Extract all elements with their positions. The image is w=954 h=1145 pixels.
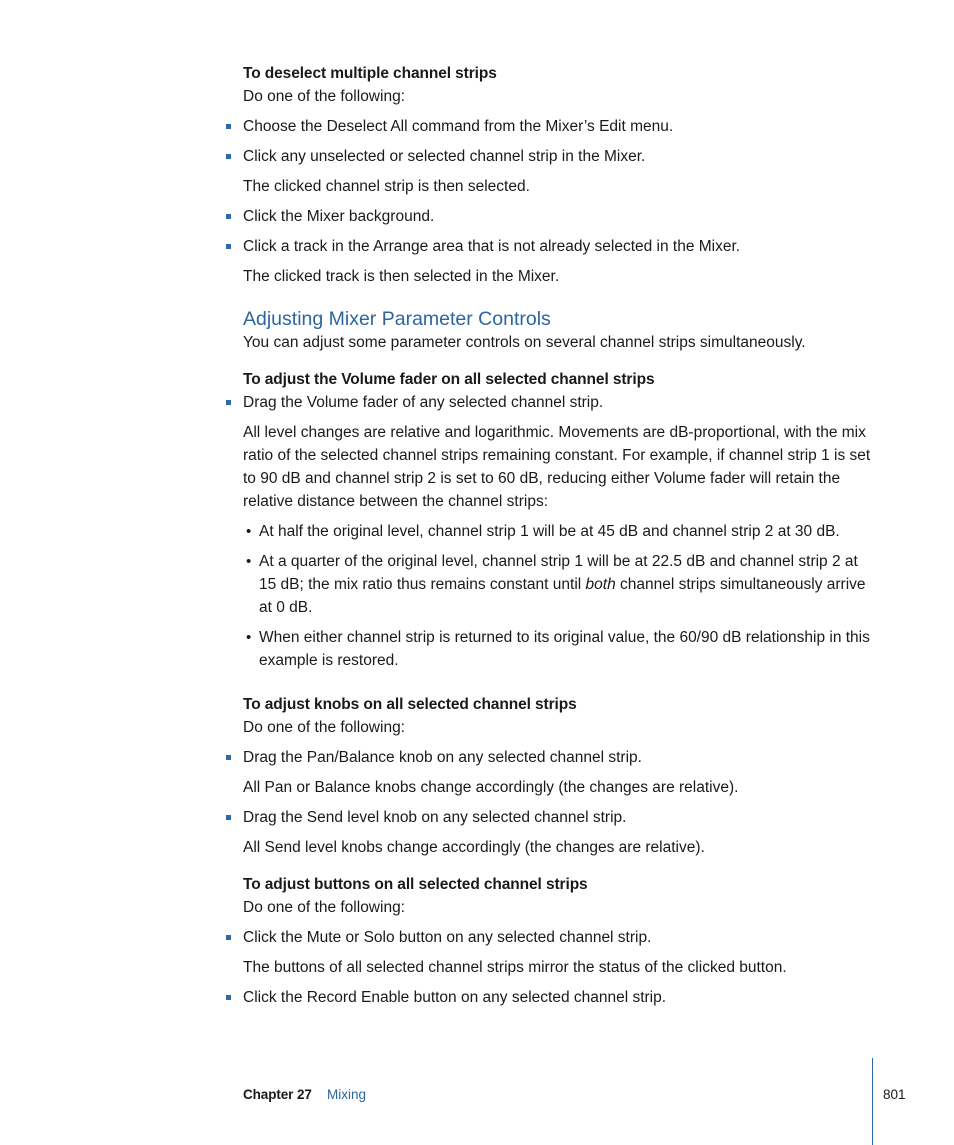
volume-sub-2-emphasis: both [585,576,616,593]
buttons-bullet-2: Click the Record Enable button on any selected channel strip. [243,989,667,1006]
footer-chapter: Chapter 27 [243,1087,312,1102]
square-bullet-icon [226,124,231,129]
adjusting-intro: You can adjust some parameter controls on several channel strips simultaneously. [243,334,806,351]
knobs-heading: To adjust knobs on all selected channel strips [243,696,577,713]
volume-sub-3: When either channel strip is returned to its original value, the 60/90 dB relationship in this example is restored. [259,629,870,669]
square-bullet-icon [226,400,231,405]
knobs-bullet-2: Drag the Send level knob on any selected channel strip. [243,809,627,826]
dot-bullet-icon: • [246,629,252,646]
deselect-bullet-2-result: The clicked channel strip is then selected. [243,178,530,195]
deselect-bullet-4: Click a track in the Arrange area that is not already selected in the Mixer. [243,238,741,255]
buttons-bullet-1-result: The buttons of all selected channel strips mirror the status of the clicked button. [243,959,787,976]
buttons-heading: To adjust buttons on all selected channel strips [243,876,588,893]
footer-divider [872,1058,873,1145]
square-bullet-icon [226,214,231,219]
volume-sub-2-pre: At a quarter of the original level, channel strip 1 will be at 22.5 dB and channel strip 2 at 15 dB; the mix ratio thus remains constant until [259,553,858,593]
volume-heading: To adjust the Volume fader on all selected channel strips [243,371,655,388]
section-title: Adjusting Mixer Parameter Controls [243,308,551,330]
deselect-intro: Do one of the following: [243,88,405,105]
deselect-heading: To deselect multiple channel strips [243,65,497,82]
deselect-bullet-4-result: The clicked track is then selected in the Mixer. [243,268,560,285]
page-number: 801 [883,1087,906,1102]
volume-paragraph: All level changes are relative and logarithmic. Movements are dB-proportional, with the mix ratio of the selected channel strips remaining constant. For example, if channel strip 1 is set to 90 dB and channel strip 2 is set to 60 dB, reducing either Volume fader will retain the relative distance between the channel strips: [243,424,871,510]
buttons-intro: Do one of the following: [243,899,405,916]
square-bullet-icon [226,815,231,820]
deselect-bullet-1: Choose the Deselect All command from the Mixer’s Edit menu. [243,118,674,135]
dot-bullet-icon: • [246,553,252,570]
deselect-bullet-3: Click the Mixer background. [243,208,435,225]
volume-bullet-1: Drag the Volume fader of any selected channel strip. [243,394,604,411]
volume-sub-2 [259,550,879,619]
knobs-bullet-2-result: All Send level knobs change accordingly (the changes are relative). [243,839,705,856]
footer-chapter-title: Mixing [327,1087,367,1102]
square-bullet-icon [226,995,231,1000]
volume-sub-1: At half the original level, channel strip 1 will be at 45 dB and channel strip 2 at 30 dB. [259,523,840,540]
dot-bullet-icon: • [246,523,252,540]
knobs-bullet-1: Drag the Pan/Balance knob on any selected channel strip. [243,749,642,766]
square-bullet-icon [226,755,231,760]
square-bullet-icon [226,154,231,159]
square-bullet-icon [226,935,231,940]
square-bullet-icon [226,244,231,249]
volume-sub-2-post: channel strips simultaneously arrive at 0 dB. [259,576,866,616]
knobs-intro: Do one of the following: [243,719,405,736]
knobs-bullet-1-result: All Pan or Balance knobs change accordingly (the changes are relative). [243,779,739,796]
buttons-bullet-1: Click the Mute or Solo button on any selected channel strip. [243,929,652,946]
deselect-bullet-2: Click any unselected or selected channel strip in the Mixer. [243,148,646,165]
